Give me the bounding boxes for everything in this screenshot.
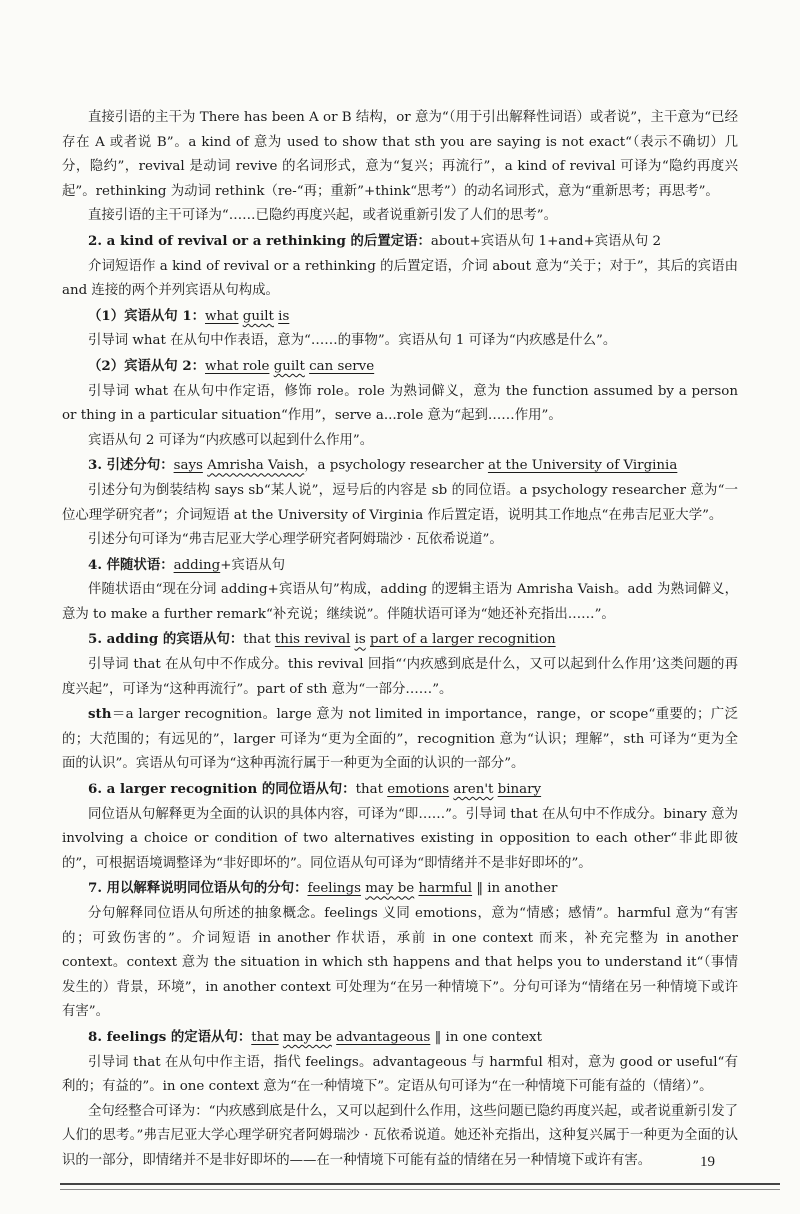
underlined-word: advantageous <box>336 1029 431 1045</box>
heading-text: that <box>355 782 388 798</box>
section-heading-4 <box>62 553 738 579</box>
paragraph: 直接引语的主干可译为“……已隐约再度兴起，或者说重新引发了人们的思考”。 <box>88 208 557 224</box>
paragraph: 引述分句为倒装结构 says sb“某人说”，逗号后的内容是 sb 的同位语。a psychology researcher 意为“一位心理学研究者”；介词短语 at the University of Virginia 作后置定语，说明其工作地点“在弗吉尼亚大学”。 <box>62 482 738 523</box>
heading-text: ，a psychology researcher <box>304 458 488 474</box>
underlined-word: part of a larger recognition <box>369 632 556 648</box>
heading-label: 6. a larger recognition 的同位语从句： <box>88 781 356 798</box>
underlined-word: can serve <box>309 358 375 374</box>
paragraph: 介词短语作 a kind of revival or a rethinking 的后置定语，介词 about 意为“关于；对于”，其后的宾语由 and 连接的两个并列宾语从句构成。 <box>62 258 738 299</box>
wavy-word: aren't <box>453 782 494 798</box>
sth-note <box>62 702 738 777</box>
wavy-word: Amrisha Vaish <box>207 458 305 474</box>
heading-label: 4. 伴随状语： <box>88 556 174 573</box>
wavy-word: guilt <box>273 358 305 374</box>
section-heading-3 <box>62 453 738 479</box>
page-number: 19 <box>700 1154 715 1170</box>
heading-text: about+宾语从句 1+and+宾语从句 2 <box>430 233 662 249</box>
heading-label: 7. 用以解释说明同位语从句的分句： <box>88 880 308 897</box>
heading-label: 8. feelings 的定语从句： <box>88 1028 252 1045</box>
paragraph: 直接引语的主干为 There has been A or B 结构，or 意为“（用于引出解释性词语）或者说”，主干意为“已经存在 A 或者说 B”。a kind of 意为 used to show that sth you are saying is not exact“（表示不确切）几分，隐约”，revival 是动词 revive 的名词形式，意为“复兴；再流行”，a kind of revival 可译为“隐约再度兴起”。rethinking 为动词 rethink（re-“再；重新”+think“思考”）的动名词形式，意为“重新思考；再思考”。 <box>62 110 738 199</box>
page-body <box>62 106 738 1174</box>
underlined-word: at the University of Virginia <box>487 458 678 474</box>
paragraph: large 意为 not limited in importance，range，or scope“重要的；广泛的；大范围的；有远见的”，larger 可译为“更为全面的”，recognition 意为“认识；理解”，sth 可译为“更为全面的认识”。宾语从句可译为“这种再流行属于一种更为全面的认识的一部分”。 <box>62 707 738 772</box>
heading-label: 3. 引述分句： <box>88 457 174 474</box>
paragraph: 引导词 that 在从句中作主语，指代 feelings。advantageous 与 harmful 相对，意为 good or useful“有利的；有益的”。in one context 意为“在一种情境下”。定语从句可译为“在一种情境下可能有益的（情绪）”。 <box>62 1054 738 1095</box>
section-heading-2 <box>62 229 738 255</box>
heading-label: 5. adding 的宾语从句： <box>88 631 244 648</box>
underlined-word: adding <box>173 557 221 573</box>
paragraph: 引导词 that 在从句中不作成分。this revival 回指“‘内疚感到底是什么，又可以起到什么作用’这类问题的再度兴起”，可译为“这种再流行”。part of sth 意为“一部分……”。 <box>62 657 738 697</box>
paragraph: 引导词 what 在从句中作表语，意为“……的事物”。宾语从句 1 可译为“内疚感是什么”。 <box>88 333 617 349</box>
paragraph: 宾语从句 2 可译为“内疚感可以起到什么作用”。 <box>88 432 374 448</box>
underlined-word: emotions <box>387 782 450 798</box>
footer-rule <box>60 1183 780 1185</box>
paragraph: 伴随状语由“现在分词 adding+宾语从句”构成，adding 的逻辑主语为 Amrisha Vaish。add 为熟词僻义，意为 to make a further remark“补充说；继续说”。伴随状语可译为“她还补充指出……”。 <box>62 582 738 622</box>
heading-text: ＝a larger recognition。 <box>111 707 277 723</box>
heading-text: that <box>243 632 275 648</box>
paragraph: 引述分句可译为“弗吉尼亚大学心理学研究者阿姆瑞沙 · 瓦依希说道”。 <box>88 532 503 548</box>
underlined-word: what role <box>205 358 270 374</box>
section-heading-7 <box>62 876 738 902</box>
underlined-word: harmful <box>418 881 473 897</box>
paragraph: 同位语从句解释更为全面的认识的具体内容，可译为“即……”。引导词 that 在从句中不作成分。binary 意为 involving a choice or condition of two alternatives existing in opposition to each other“非此即彼的”，可根据语境调整译为“非好即坏的”。同位语从句可译为“即情绪并不是非好即坏的”。 <box>62 806 738 871</box>
underlined-word: that <box>251 1029 279 1045</box>
underlined-word: what <box>205 308 239 324</box>
heading-label: （1）宾语从句 1： <box>88 307 206 324</box>
section-heading-8 <box>62 1025 738 1051</box>
underlined-word: binary <box>497 782 542 798</box>
heading-text: ‖ in another <box>472 881 558 897</box>
underlined-word: feelings <box>307 881 361 897</box>
subheading-1 <box>62 304 738 330</box>
heading-label: （2）宾语从句 2： <box>88 357 206 374</box>
section-heading-6 <box>62 777 738 803</box>
wavy-word: may be <box>365 881 415 897</box>
subheading-2 <box>62 354 738 380</box>
heading-text: +宾语从句 <box>220 557 285 573</box>
wavy-word: is <box>354 632 366 648</box>
footer-rule-thin <box>60 1189 780 1190</box>
heading-label: 2. a kind of revival or a rethinking 的后置定语： <box>88 232 431 249</box>
heading-text: ‖ in one context <box>430 1029 542 1045</box>
paragraph: 全句经整合可译为：“内疚感到底是什么，又可以起到什么作用，这些问题已隐约再度兴起，或者说重新引发了人们的思考。”弗吉尼亚大学心理学研究者阿姆瑞沙 · 瓦依希说道。她还补充指出，这种复兴属于一种更为全面的认识的一部分，即情绪并不是非好即坏的——在一种情境下可能有益的情绪在另一种情境下或许有害。 <box>62 1103 738 1168</box>
underlined-word: is <box>278 308 290 324</box>
underlined-word: this revival <box>274 632 351 648</box>
section-heading-5 <box>62 627 738 653</box>
paragraph: 分句解释同位语从句所述的抽象概念。feelings 义同 emotions，意为“情感；感情”。harmful 意为“有害的；可致伤害的”。介词短语 in another 作状语，承前 in one context 而来，补充完整为 in another context。context 意为 the situation in which sth happens and that helps you to understand it“（事情发生的）背景，环境”，in another context 可处理为“在另一种情境下”。分句可译为“情绪在另一种情境下或许有害”。 <box>62 906 738 1020</box>
underlined-word: says <box>173 458 203 474</box>
heading-label: sth <box>88 706 112 723</box>
wavy-word: may be <box>282 1029 332 1045</box>
wavy-word: guilt <box>242 308 274 324</box>
paragraph: 引导词 what 在从句中作定语，修饰 role。role 为熟词僻义，意为 the function assumed by a person or thing in a particular situation“作用”，serve a...role 意为“起到……作用”。 <box>62 383 738 424</box>
